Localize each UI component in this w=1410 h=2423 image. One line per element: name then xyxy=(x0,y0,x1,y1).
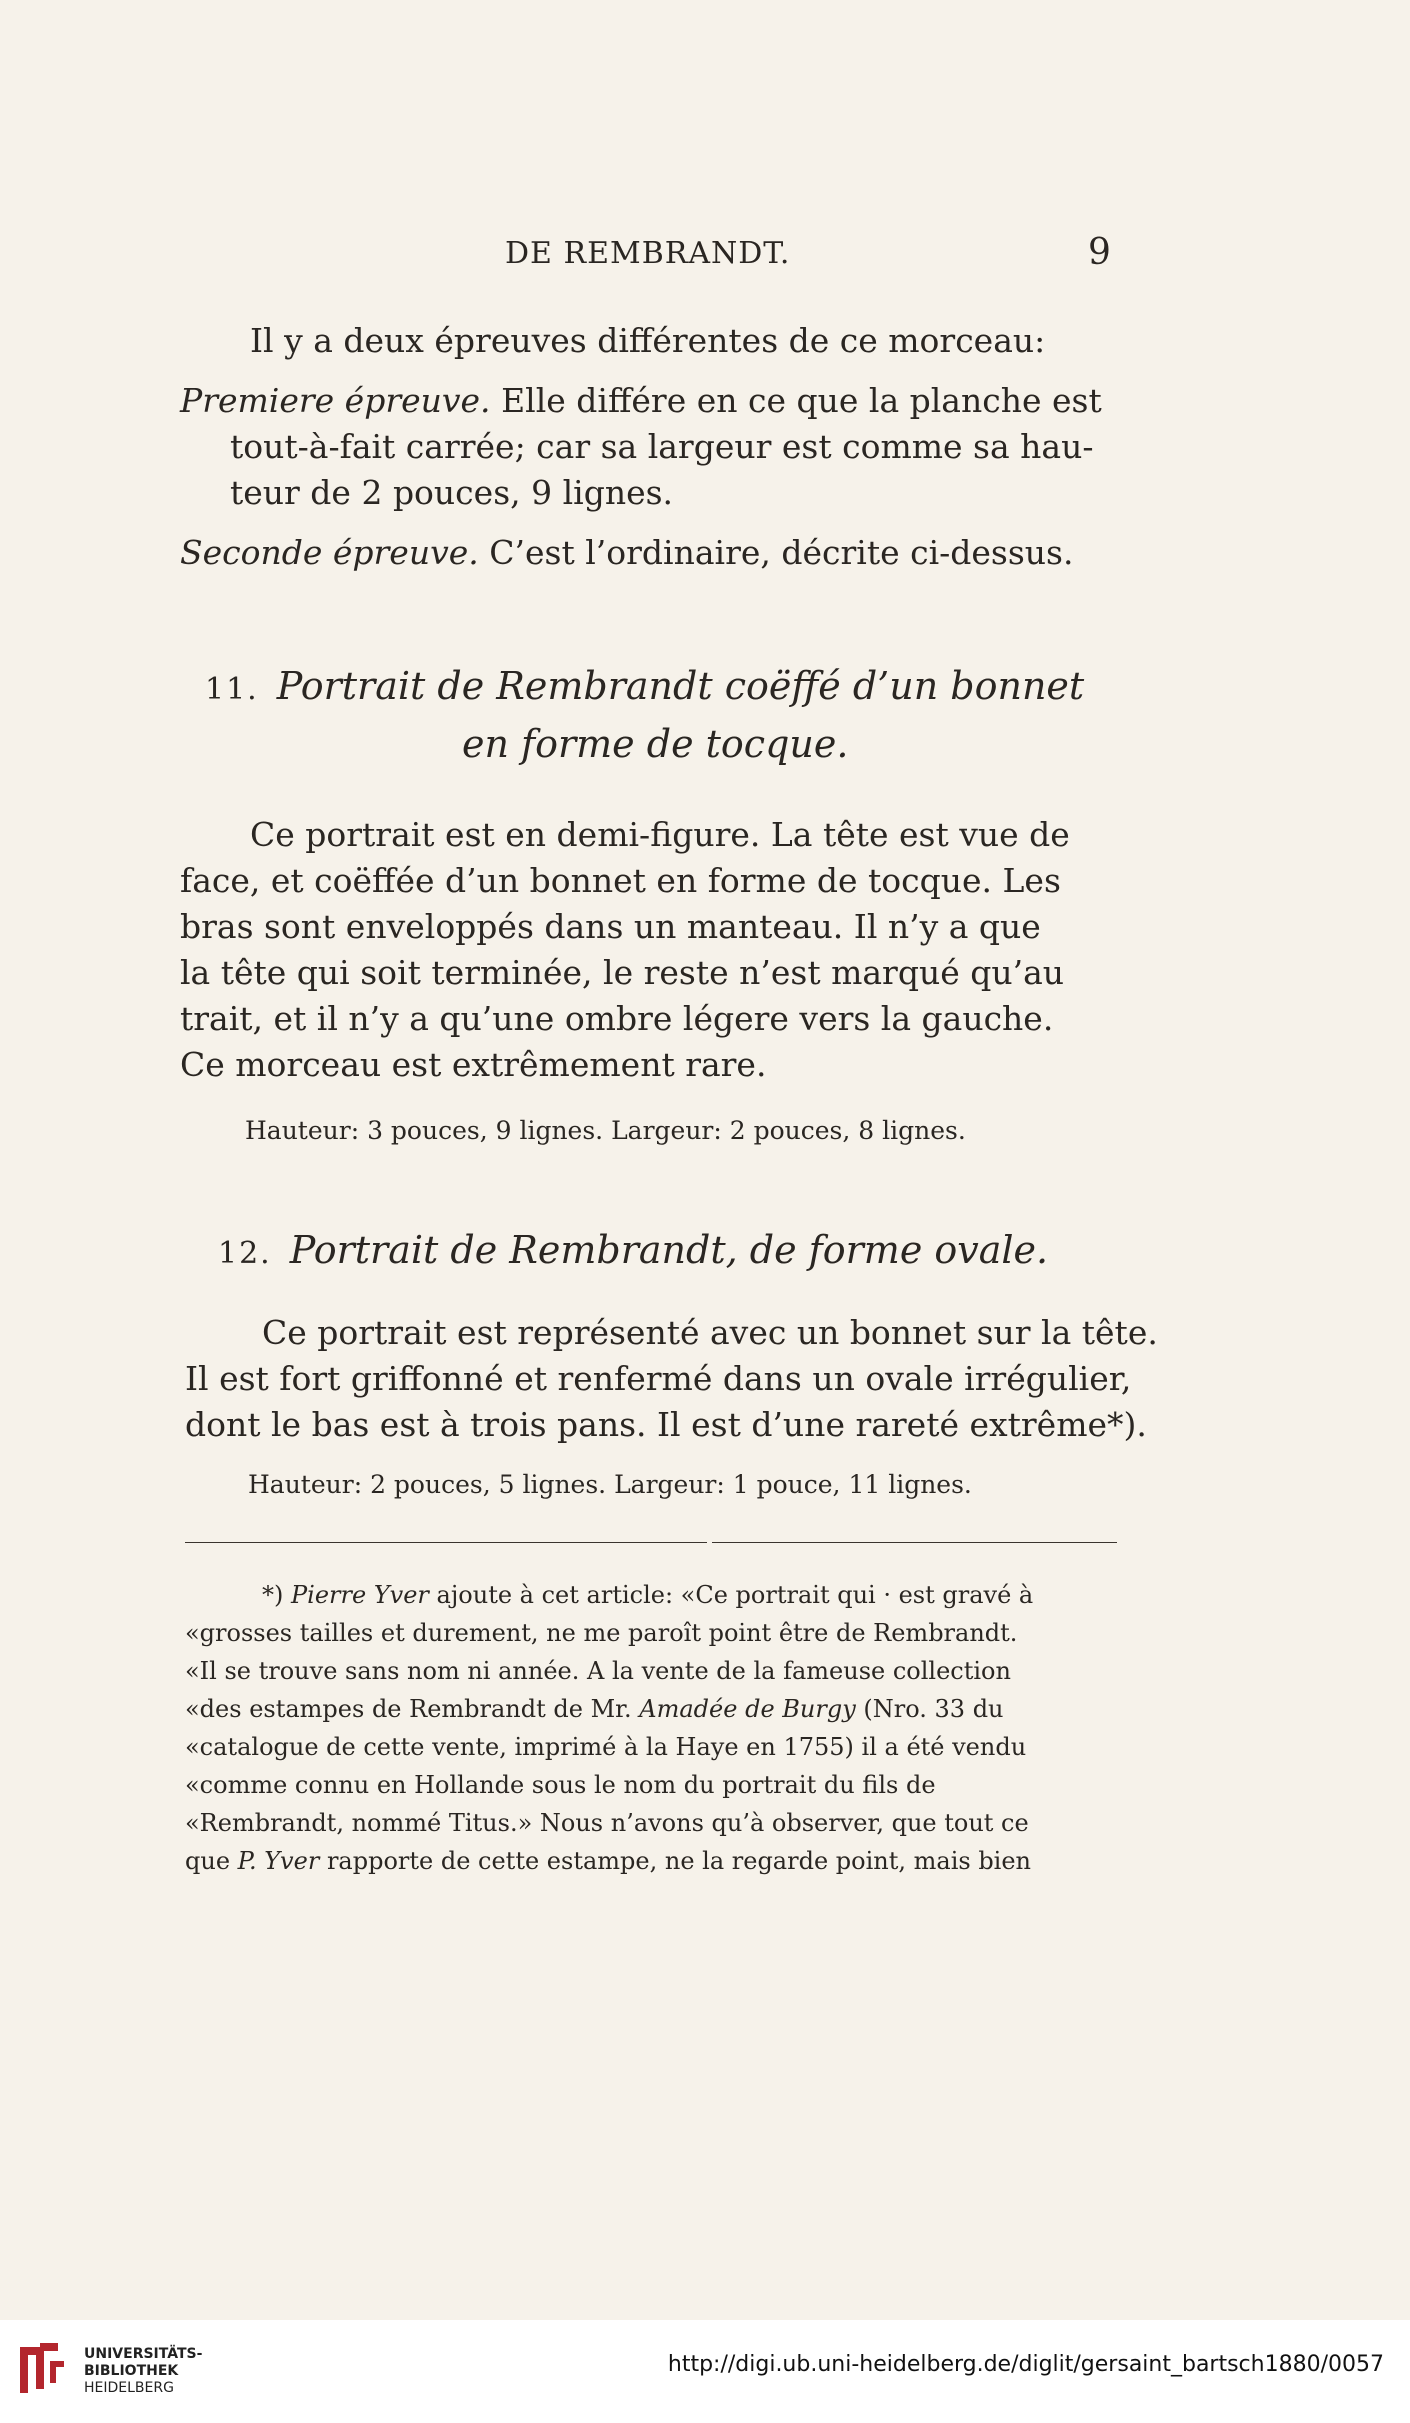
footnote-author: P. Yver xyxy=(237,1847,320,1875)
entry-11-line: bras sont enveloppés dans un manteau. Il n’y a que xyxy=(180,907,1041,946)
footnote-line: «Rembrandt, nommé Titus.» Nous n’avons qu’à observer, que tout ce xyxy=(185,1809,1029,1837)
footnote-rule-right xyxy=(712,1542,1117,1543)
footnote-rule-left xyxy=(185,1542,707,1543)
premiere-epreuve-line-3: teur de 2 pouces, 9 lignes. xyxy=(230,473,674,512)
footnote-line xyxy=(185,1690,1004,1728)
premiere-epreuve-line xyxy=(180,378,1102,424)
entry-11-line: trait, et il n’y a qu’une ombre légere vers la gauche. xyxy=(180,999,1054,1038)
footnote-collector: Amadée de Burgy xyxy=(639,1695,856,1723)
footnote-line: «grosses tailles et durement, ne me paroît point être de Rembrandt. xyxy=(185,1619,1018,1647)
entry-12-dimensions: Hauteur: 2 pouces, 5 lignes. Largeur: 1 pouce, 11 lignes. xyxy=(248,1470,972,1499)
footnote-text: «des estampes de Rembrandt de Mr. xyxy=(185,1695,632,1723)
footnote-text: (Nro. 33 du xyxy=(863,1695,1004,1723)
entry-12-line: Il est fort griffonné et renfermé dans un ovale irrégulier, xyxy=(185,1359,1132,1398)
page-number: 9 xyxy=(1088,232,1112,273)
university-library-logo-icon xyxy=(14,2337,72,2397)
entry-11-title-line-1: Portrait de Rembrandt coëffé d’un bonnet xyxy=(276,664,1085,708)
entry-11-line: face, et coëffée d’un bonnet en forme de tocque. Les xyxy=(180,861,1061,900)
footnote-text: que xyxy=(185,1847,231,1875)
entry-11-dimensions: Hauteur: 3 pouces, 9 lignes. Largeur: 2 pouces, 8 lignes. xyxy=(245,1116,966,1145)
intro-line: Il y a deux épreuves différentes de ce morceau: xyxy=(250,321,1046,360)
seconde-epreuve-text: C’est l’ordinaire, décrite ci-dessus. xyxy=(489,533,1074,572)
entry-11-number: 11. xyxy=(205,672,259,707)
footnote-line: «Il se trouve sans nom ni année. A la vente de la fameuse collection xyxy=(185,1657,1011,1685)
footnote-mark: *) xyxy=(262,1581,284,1609)
entry-11-heading xyxy=(205,664,1084,708)
footnote-author: Pierre Yver xyxy=(291,1581,429,1609)
entry-11-line: la tête qui soit terminée, le reste n’est marqué qu’au xyxy=(180,953,1065,992)
entry-11-title-line-2: en forme de tocque. xyxy=(462,722,849,766)
library-name-line-1: UNIVERSITÄTS- xyxy=(84,2346,203,2362)
source-url-link[interactable]: http://digi.ub.uni-heidelberg.de/diglit/gersaint_bartsch1880/0057 xyxy=(667,2352,1384,2377)
seconde-epreuve-line xyxy=(180,530,1074,576)
premiere-epreuve-line-2: tout-à-fait carrée; car sa largeur est comme sa hau- xyxy=(230,427,1094,466)
entry-11-line: Ce portrait est en demi-figure. La tête est vue de xyxy=(250,815,1070,854)
entry-12-heading xyxy=(218,1228,1048,1272)
footnote-text: ajoute à cet article: «Ce portrait qui · est gravé à xyxy=(436,1581,1034,1609)
seconde-epreuve-label: Seconde épreuve. xyxy=(180,533,479,572)
premiere-epreuve-label: Premiere épreuve. xyxy=(180,381,491,420)
entry-12-line: Ce portrait est représenté avec un bonnet sur la tête. xyxy=(262,1313,1158,1352)
entry-11-line: Ce morceau est extrêmement rare. xyxy=(180,1045,767,1084)
library-name-line-2: BIBLIOTHEK xyxy=(84,2363,179,2379)
entry-12-line: dont le bas est à trois pans. Il est d’une rareté extrême*). xyxy=(185,1405,1147,1444)
library-name-line-3: HEIDELBERG xyxy=(84,2380,174,2396)
footnote-text: rapporte de cette estampe, ne la regarde point, mais bien xyxy=(326,1847,1032,1875)
entry-12-title: Portrait de Rembrandt, de forme ovale. xyxy=(289,1228,1049,1272)
running-header-title: DE REMBRANDT. xyxy=(505,236,791,271)
footnote-line: «comme connu en Hollande sous le nom du portrait du fils de xyxy=(185,1771,936,1799)
premiere-epreuve-text: Elle différe en ce que la planche est xyxy=(501,381,1102,420)
footnote-line xyxy=(185,1842,1031,1880)
footnote-line: «catalogue de cette vente, imprimé à la Haye en 1755) il a été vendu xyxy=(185,1733,1027,1761)
entry-12-number: 12. xyxy=(218,1236,272,1271)
footnote-line xyxy=(262,1576,1033,1614)
library-name xyxy=(84,2346,202,2397)
